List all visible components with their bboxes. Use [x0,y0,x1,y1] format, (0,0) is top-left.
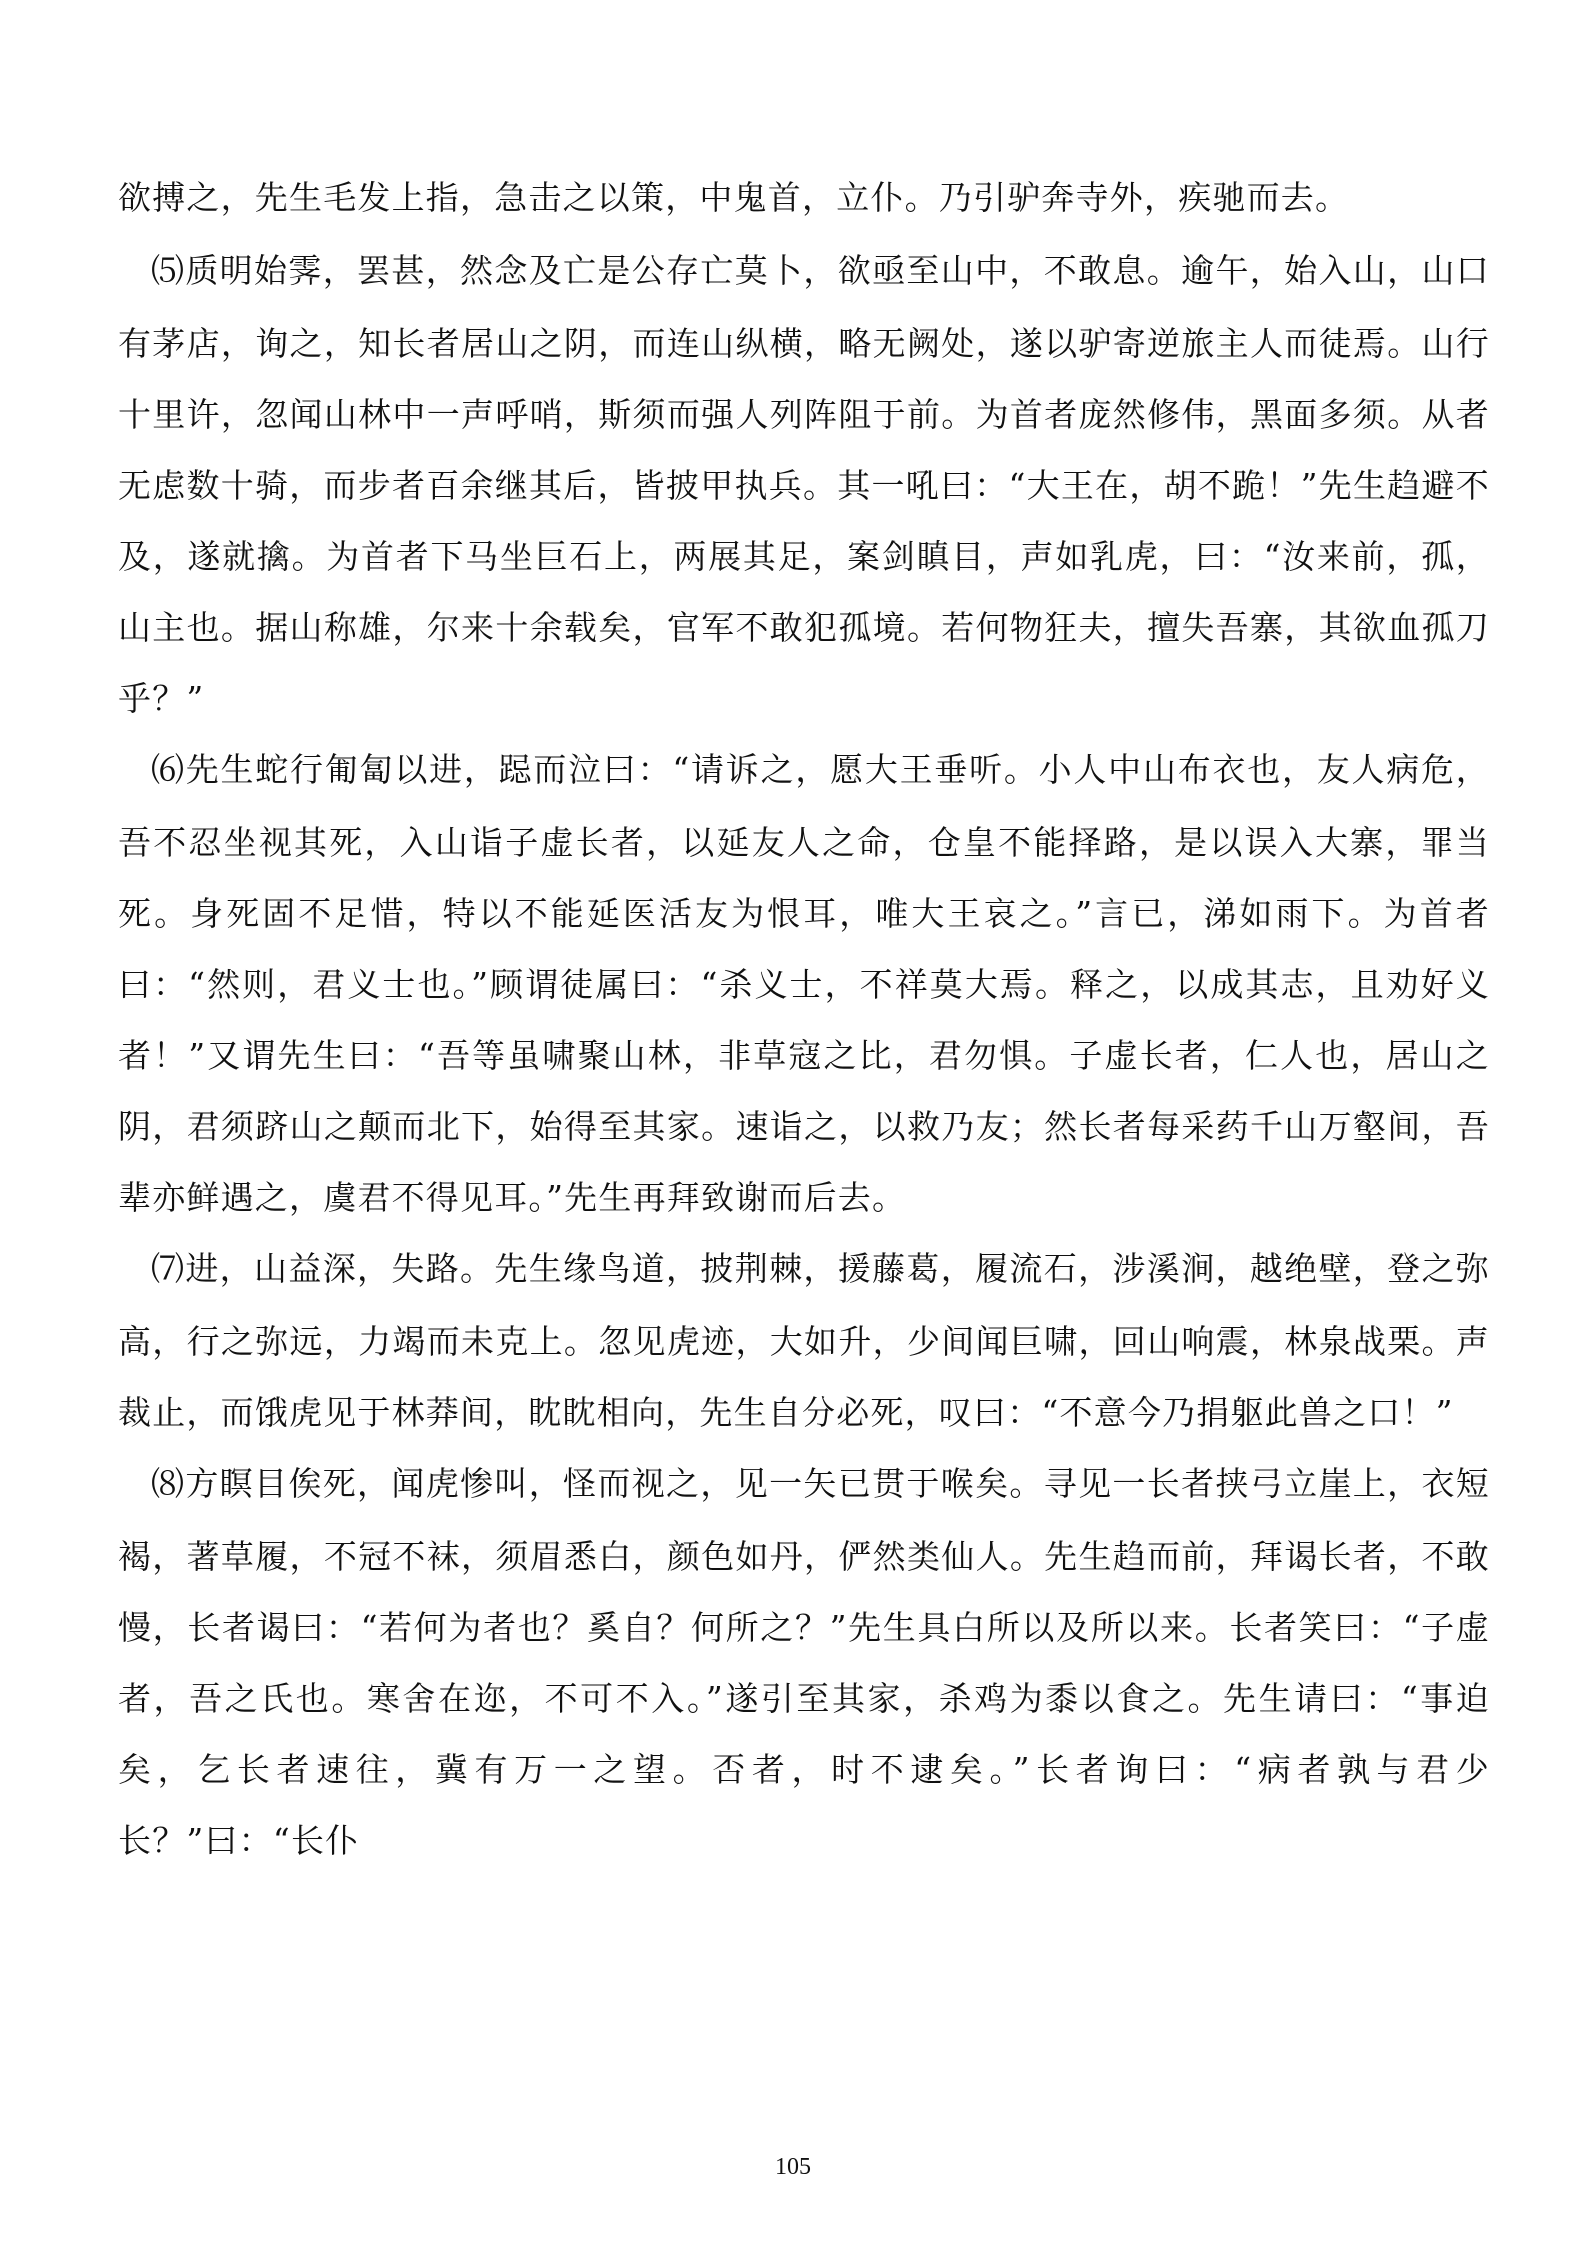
text-body [118,162,1490,1876]
paragraph-continuation [118,162,1490,235]
paragraph-text: 质明始霁，罢甚，然念及亡是公存亡莫卜，欲亟至山中，不敢息。逾午，始入山，山口有茅店，询之，知长者居山之阴，而连山纵横，略无阙处，遂以驴寄逆旅主人而徒焉。山行十里许，忽闻山林中一声呼哨，斯须而强人列阵阻于前。为首者庞然修伟，黑面多须。从者无虑数十骑，而步者百余继其后，皆披甲执兵。其一吼曰：“大王在，胡不跪！”先生趋避不及，遂就擒。为首者下马坐巨石上，两展其足，案剑瞋目，声如乳虎，曰：“汝来前，孤，山主也。据山称雄，尔来十余载矣，官军不敢犯孤境。若何物狂夫，擅失吾寨，其欲血孤刀乎？” [118,251,1490,718]
paragraph-8 [118,1448,1490,1876]
paragraph-6 [118,734,1490,1233]
paragraph-text: 先生蛇行匍匐以进，跽而泣曰：“请诉之，愿大王垂听。小人中山布衣也，友人病危，吾不忍坐视其死，入山诣子虚长者，以延友人之命，仓皇不能择路，是以误入大寨，罪当死。身死固不足惜，特以不能延医活友为恨耳，唯大王哀之。”言已，涕如雨下。为首者曰：“然则，君义士也。”顾谓徒属曰：“杀义士，不祥莫大焉。释之，以成其志，且劝好义者！”又谓先生曰：“吾等虽啸聚山林，非草寇之比，君勿惧。子虚长者，仁人也，居山之阴，君须跻山之颠而北下，始得至其家。速诣之，以救乃友；然长者每采药千山万壑间，吾辈亦鲜遇之，虞君不得见耳。”先生再拜致谢而后去。 [118,750,1490,1217]
paragraph-7 [118,1233,1490,1448]
paragraph-number: ⑺ [151,1252,186,1288]
paragraph-number: ⑻ [151,1467,186,1503]
paragraph-text: 欲搏之，先生毛发上指，急击之以策，中鬼首，立仆。乃引驴奔寺外，疾驰而去。 [118,178,1350,217]
paragraph-text: 进，山益深，失路。先生缘鸟道，披荆棘，援藤葛，履流石，涉溪涧，越绝壁，登之弥高，行之弥远，力竭而未克上。忽见虎迹，大如升，少间闻巨啸，回山响震，林泉战栗。声裁止，而饿虎见于林莽间，眈眈相向，先生自分必死，叹曰：“不意今乃捐躯此兽之口！” [118,1249,1490,1432]
page-number: 105 [775,2154,811,2180]
paragraph-text: 方瞑目俟死，闻虎惨叫，怪而视之，见一矢已贯于喉矣。寻见一长者挟弓立崖上，衣短褐，著草履，不冠不袜，须眉悉白，颜色如丹，俨然类仙人。先生趋而前，拜谒长者，不敢慢，长者谒曰：“若何为者也？奚自？何所之？”先生具白所以及所以来。长者笑曰：“子虚者，吾之氏也。寒舍在迩，不可不入。”遂引至其家，杀鸡为黍以食之。先生请曰：“事迫矣，乞长者速往，冀有万一之望。否者，时不逮矣。”长者询曰：“病者孰与君少长？”曰：“长仆 [118,1464,1490,1860]
paragraph-number: ⑹ [151,753,186,789]
paragraph-5 [118,235,1490,734]
paragraph-number: ⑸ [151,254,186,290]
